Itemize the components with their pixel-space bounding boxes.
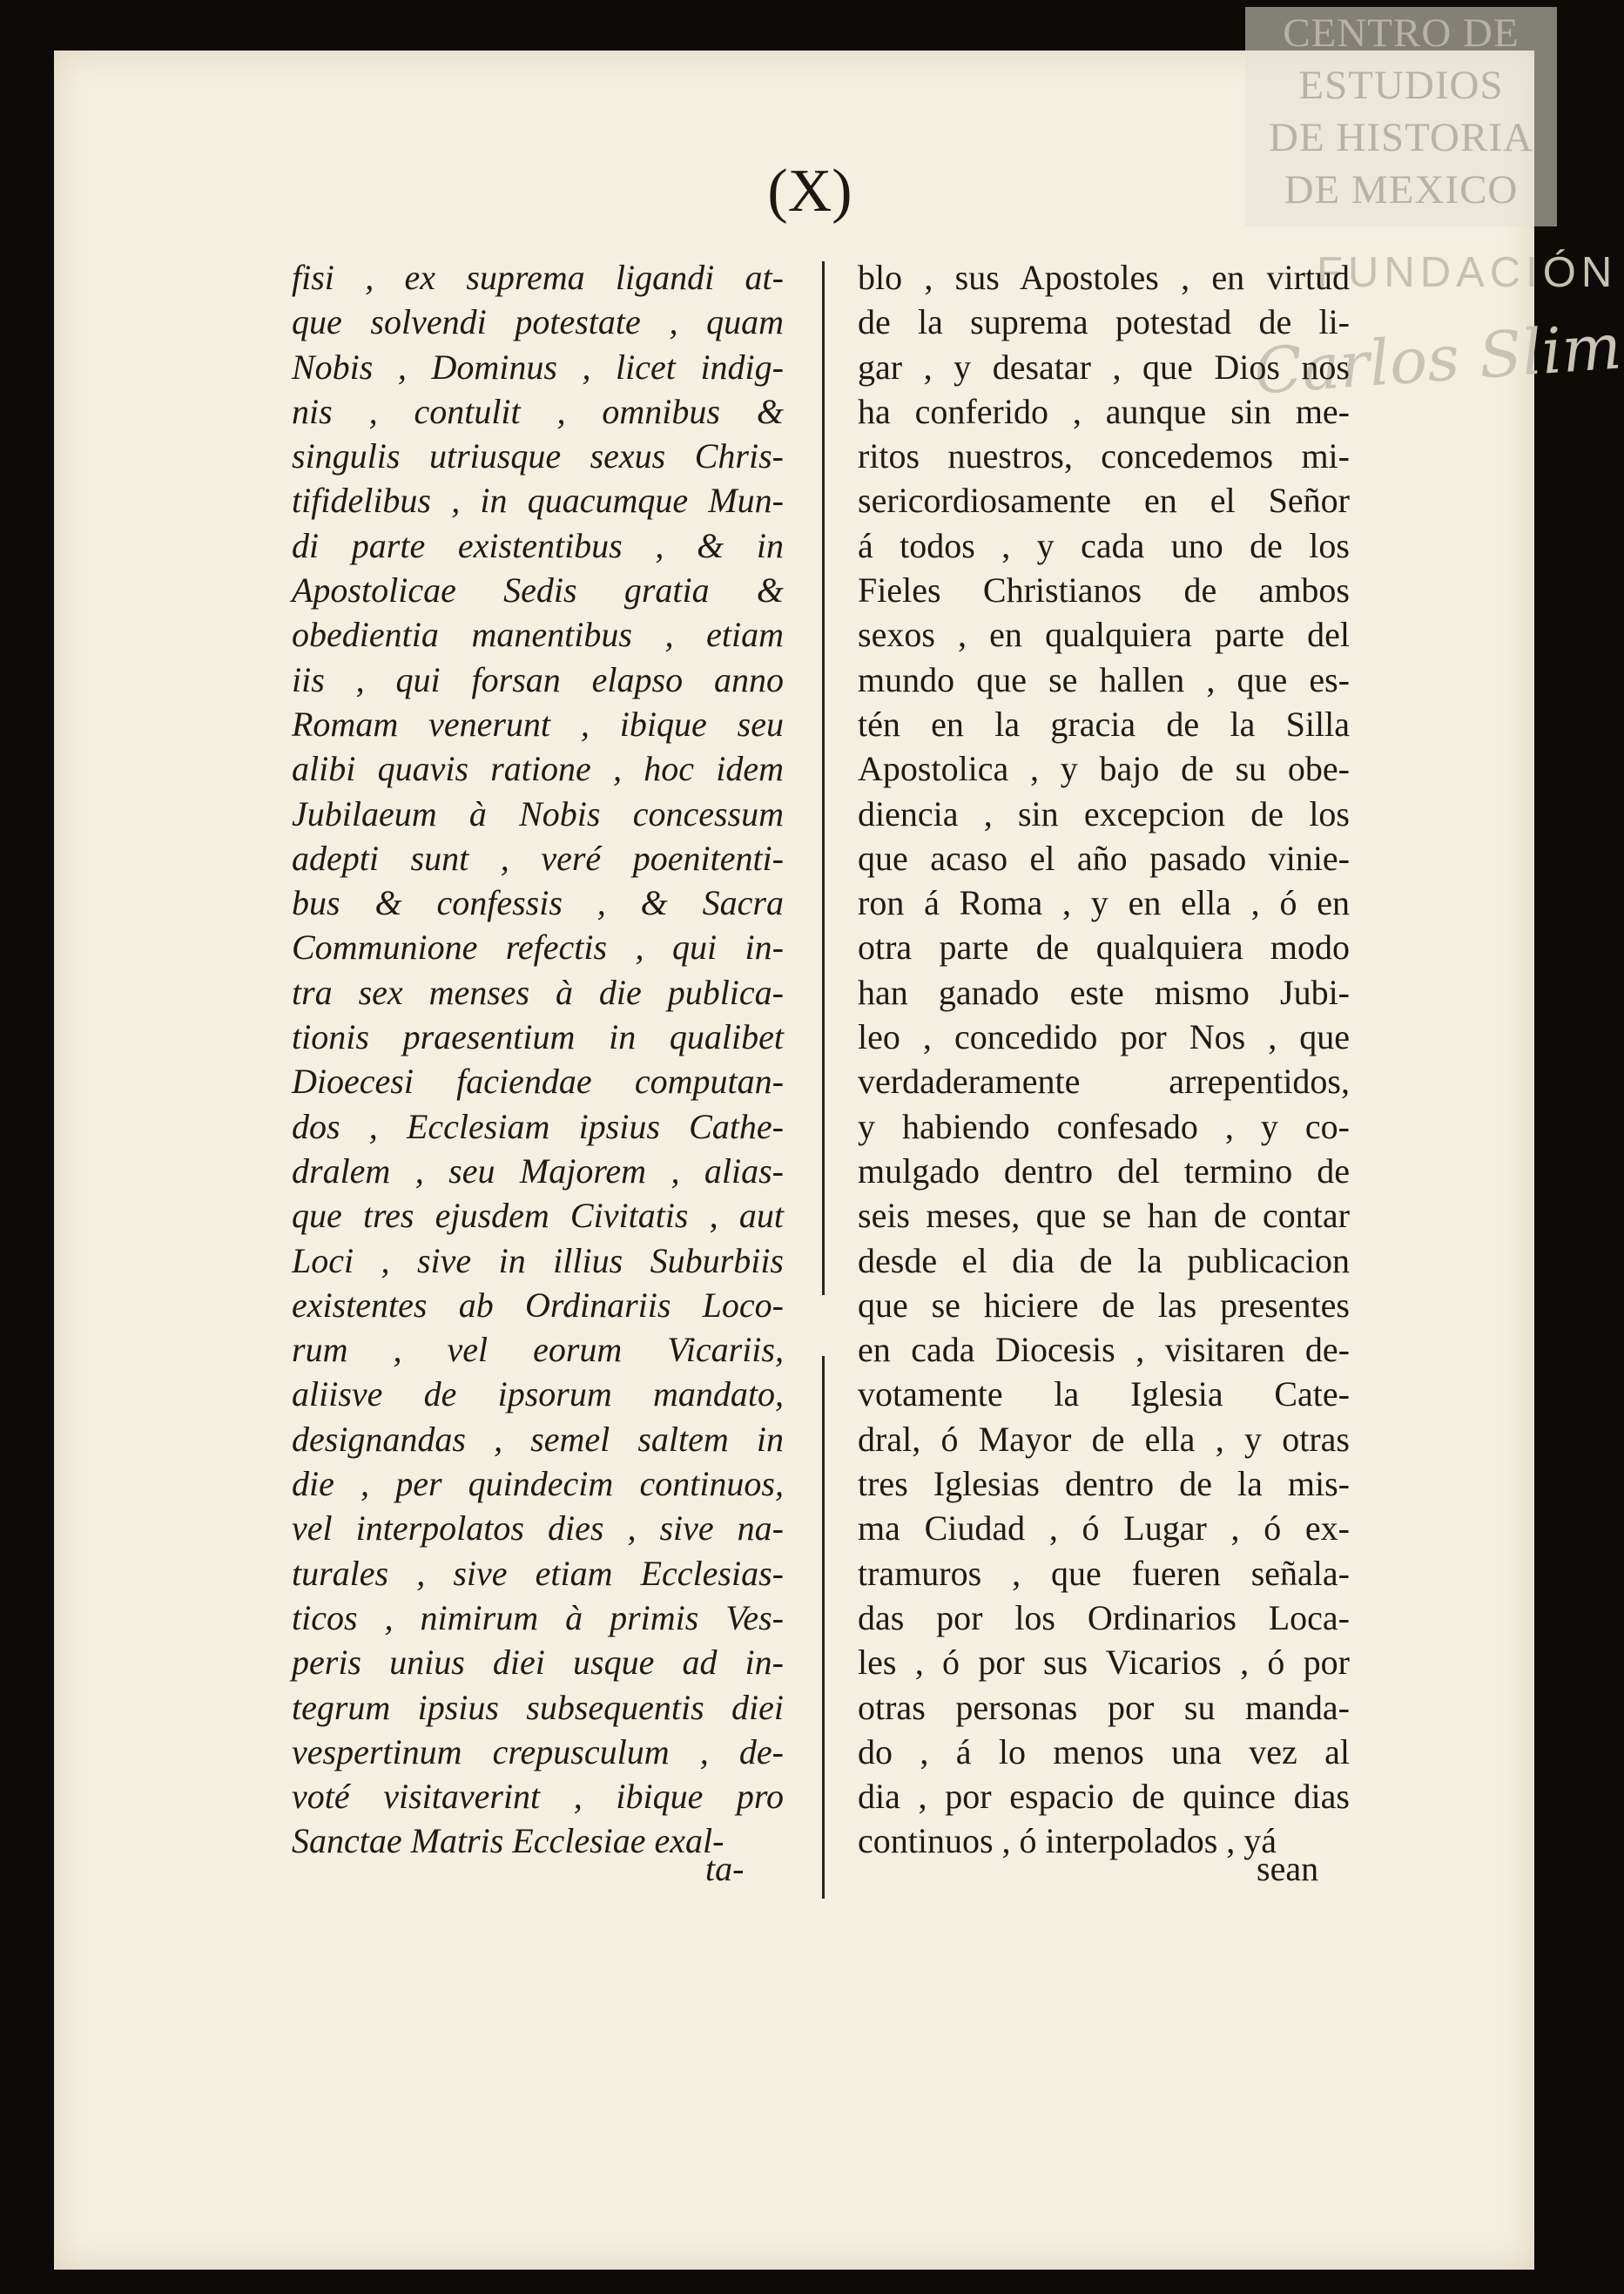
spanish-line: ha conferido , aunque sin me-: [858, 391, 1350, 431]
latin-line: Jubilaeum à Nobis concessum: [292, 793, 784, 833]
signature-watermark: Carlos Slim: [1251, 309, 1624, 408]
latin-line: dralem , seu Majorem , alias-: [292, 1150, 784, 1191]
latin-line: alibi quavis ratione , hoc idem: [292, 749, 784, 789]
spanish-line: dia , por espacio de quince dias: [858, 1777, 1350, 1817]
latin-line: designandas , semel saltem in: [292, 1419, 784, 1459]
spanish-line: votamente la Iglesia Cate-: [858, 1374, 1350, 1414]
spanish-line: verdaderamente arrepentidos,: [858, 1062, 1350, 1102]
spanish-line: á todos , y cada uno de los: [858, 525, 1350, 565]
spanish-line: otra parte de qualquiera modo: [858, 928, 1350, 968]
spanish-line: blo , sus Apostoles , en virtud: [858, 258, 1350, 297]
latin-catchword: ta-: [705, 1849, 745, 1888]
spanish-line: ma Ciudad , ó Lugar , ó ex-: [858, 1508, 1350, 1548]
latin-line: voté visitaverint , ibique pro: [292, 1777, 784, 1817]
spanish-column: [858, 255, 1350, 1864]
latin-line: que solvendi potestate , quam: [292, 302, 784, 342]
spanish-line: han ganado este mismo Jubi-: [858, 972, 1350, 1012]
spanish-line: tramuros , que fueren señala-: [858, 1553, 1350, 1593]
latin-line: vel interpolatos dies , sive na-: [292, 1508, 784, 1548]
page-folio: (X): [767, 158, 852, 225]
latin-line: singulis utriusque sexus Chris-: [292, 436, 784, 476]
spanish-line: diencia , sin excepcion de los: [858, 793, 1350, 833]
latin-line: Nobis , Dominus , licet indig-: [292, 347, 784, 387]
spanish-line: tén en la gracia de la Silla: [858, 704, 1350, 744]
latin-line: bus & confessis , & Sacra: [292, 883, 784, 923]
latin-line: Romam venerunt , ibique seu: [292, 704, 784, 744]
spanish-line: que acaso el año pasado vinie-: [858, 838, 1350, 878]
latin-line: nis , contulit , omnibus &: [292, 391, 784, 431]
column-divider-gap: [820, 1295, 826, 1356]
latin-line: iis , qui forsan elapso anno: [292, 659, 784, 699]
latin-line: Communione refectis , qui in-: [292, 928, 784, 968]
spanish-line: de la suprema potestad de li-: [858, 302, 1350, 342]
watermark-line: ESTUDIOS: [1298, 63, 1504, 108]
spanish-line: tres Iglesias dentro de la mis-: [858, 1464, 1350, 1504]
spanish-line: sexos , en qualquiera parte del: [858, 615, 1350, 655]
spanish-line: desde el dia de la publicacion: [858, 1240, 1350, 1280]
spanish-line: Fieles Christianos de ambos: [858, 570, 1350, 611]
latin-line: aliisve de ipsorum mandato,: [292, 1374, 784, 1414]
latin-line: tifidelibus , in quacumque Mun-: [292, 481, 784, 521]
spanish-catchword: sean: [1257, 1849, 1319, 1888]
latin-line: Sanctae Matris Ecclesiae exal-: [292, 1821, 724, 1861]
latin-line: die , per quindecim continuos,: [292, 1464, 784, 1504]
watermark-line: DE MEXICO: [1284, 167, 1519, 213]
latin-line: dos , Ecclesiam ipsius Cathe-: [292, 1106, 784, 1146]
spanish-line: das por los Ordinarios Loca-: [858, 1597, 1350, 1637]
latin-line: fisi , ex suprema ligandi at-: [292, 258, 784, 297]
latin-line: existentes ab Ordinariis Loco-: [292, 1285, 784, 1325]
spanish-line: mundo que se hallen , que es-: [858, 659, 1350, 699]
spanish-line: sericordiosamente en el Señor: [858, 481, 1350, 521]
watermark-line: CENTRO DE: [1283, 10, 1520, 56]
watermark-line: DE HISTORIA: [1269, 115, 1533, 160]
latin-line: tra sex menses à die publica-: [292, 972, 784, 1012]
column-divider: [822, 261, 825, 1899]
spanish-line: y habiendo confesado , y co-: [858, 1106, 1350, 1146]
spanish-line: Apostolica , y bajo de su obe-: [858, 749, 1350, 789]
latin-line: Dioecesi faciendae computan-: [292, 1062, 784, 1102]
latin-line: tionis praesentium in qualibet: [292, 1017, 784, 1057]
latin-line: obedientia manentibus , etiam: [292, 615, 784, 655]
spanish-line: les , ó por sus Vicarios , ó por: [858, 1643, 1350, 1683]
latin-line: tegrum ipsius subsequentis diei: [292, 1687, 784, 1727]
spanish-line: continuos , ó interpolados , yá: [858, 1821, 1277, 1861]
spanish-line: ron á Roma , y en ella , ó en: [858, 883, 1350, 923]
latin-line: peris unius diei usque ad in-: [292, 1643, 784, 1683]
latin-line: ticos , nimirum à primis Ves-: [292, 1597, 784, 1637]
spanish-line: do , á lo menos una vez al: [858, 1731, 1350, 1771]
spanish-line: que se hiciere de las presentes: [858, 1285, 1350, 1325]
spanish-line: leo , concedido por Nos , que: [858, 1017, 1350, 1057]
latin-line: rum , vel eorum Vicariis,: [292, 1330, 784, 1370]
spanish-line: otras personas por su manda-: [858, 1687, 1350, 1727]
latin-line: adepti sunt , veré poenitenti-: [292, 838, 784, 878]
latin-line: vespertinum crepusculum , de-: [292, 1731, 784, 1771]
archive-watermark: [1245, 7, 1557, 226]
spanish-line: gar , y desatar , que Dios nos: [858, 347, 1350, 387]
spanish-line: mulgado dentro del termino de: [858, 1150, 1350, 1191]
latin-line: di parte existentibus , & in: [292, 525, 784, 565]
latin-line: Apostolicae Sedis gratia &: [292, 570, 784, 611]
foundation-watermark: FUNDACIÓN: [1317, 249, 1618, 296]
spanish-line: ritos nuestros, concedemos mi-: [858, 436, 1350, 476]
spanish-line: dral, ó Mayor de ella , y otras: [858, 1419, 1350, 1459]
spanish-line: en cada Diocesis , visitaren de-: [858, 1330, 1350, 1370]
latin-line: Loci , sive in illius Suburbiis: [292, 1240, 784, 1280]
spanish-line: seis meses, que se han de contar: [858, 1196, 1350, 1236]
latin-column: [292, 255, 784, 1864]
latin-line: que tres ejusdem Civitatis , aut: [292, 1196, 784, 1236]
latin-line: turales , sive etiam Ecclesias-: [292, 1553, 784, 1593]
